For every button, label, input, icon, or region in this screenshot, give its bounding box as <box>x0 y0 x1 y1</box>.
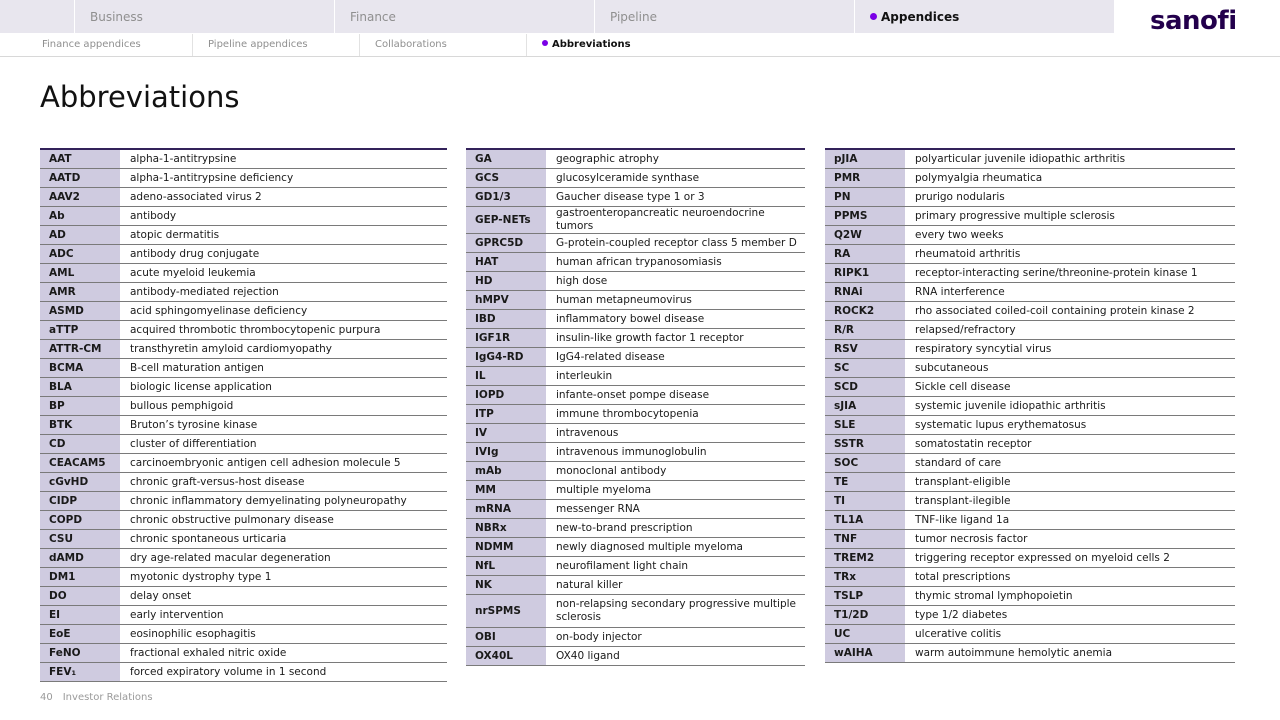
abbreviation-definition: RNA interference <box>915 285 1005 298</box>
abbreviation-term: IV <box>466 424 546 442</box>
abbreviation-term: NBRx <box>466 519 546 537</box>
abbreviation-definition: prurigo nodularis <box>915 190 1005 203</box>
table-row <box>466 647 805 666</box>
page-number: 40 <box>40 692 53 703</box>
table-row <box>466 538 805 557</box>
table-row <box>825 511 1235 530</box>
table-row <box>40 606 447 625</box>
sanofi-logo[interactable]: sanofi <box>1150 6 1237 36</box>
abbreviation-definition: human african trypanosomiasis <box>556 255 722 268</box>
table-row <box>825 454 1235 473</box>
abbreviation-term: dAMD <box>40 549 120 567</box>
abbreviation-definition: B-cell maturation antigen <box>130 361 264 374</box>
table-row <box>825 492 1235 511</box>
table-row <box>825 302 1235 321</box>
table-row <box>825 397 1235 416</box>
abbreviation-definition: infante-onset pompe disease <box>556 388 710 401</box>
abbreviation-term: MM <box>466 481 546 499</box>
abbreviation-term: GEP-NETs <box>466 207 546 233</box>
table-row <box>40 302 447 321</box>
table-row <box>40 207 447 226</box>
abbreviation-definition: inflammatory bowel disease <box>556 312 705 325</box>
table-row <box>825 530 1235 549</box>
table-row <box>40 587 447 606</box>
table-row <box>825 549 1235 568</box>
abbreviation-term: PPMS <box>825 207 905 225</box>
abbreviation-definition: total prescriptions <box>915 570 1011 583</box>
abbreviation-definition: transplant-ilegible <box>915 494 1011 507</box>
table-row <box>825 226 1235 245</box>
abbreviation-term: CEACAM5 <box>40 454 120 472</box>
sub-nav <box>0 34 1280 57</box>
footer <box>40 692 153 703</box>
subtab-label: Pipeline appendices <box>208 39 308 50</box>
table-row <box>466 557 805 576</box>
abbreviation-definition: systematic lupus erythematosus <box>915 418 1087 431</box>
abbreviation-term: AATD <box>40 169 120 187</box>
table-row <box>466 169 805 188</box>
abbreviation-definition: adeno-associated virus 2 <box>130 190 262 203</box>
abbreviation-term: sJIA <box>825 397 905 415</box>
abbreviation-term: CD <box>40 435 120 453</box>
table-row <box>40 359 447 378</box>
abbreviation-term: COPD <box>40 511 120 529</box>
table-row <box>466 272 805 291</box>
abbreviation-definition: primary progressive multiple sclerosis <box>915 209 1115 222</box>
abbreviation-definition: gastroenteropancreatic neuroendocrine tumors <box>556 207 765 232</box>
table-row <box>466 595 805 628</box>
subtab-label: Abbreviations <box>552 39 631 50</box>
abbreviation-definition: dry age-related macular degeneration <box>130 551 331 564</box>
table-row <box>466 481 805 500</box>
abbreviation-term: nrSPMS <box>466 595 546 627</box>
abbreviation-term: ASMD <box>40 302 120 320</box>
abbreviation-term: mRNA <box>466 500 546 518</box>
table-row <box>40 663 447 682</box>
table-row <box>466 628 805 647</box>
abbreviation-term: NK <box>466 576 546 594</box>
abbreviation-term: TREM2 <box>825 549 905 567</box>
abbreviation-term: TRx <box>825 568 905 586</box>
abbreviation-definition: interleukin <box>556 369 613 382</box>
abbreviation-term: ITP <box>466 405 546 423</box>
abbreviation-term: hMPV <box>466 291 546 309</box>
table-row <box>825 378 1235 397</box>
table-row <box>40 625 447 644</box>
table-row <box>40 226 447 245</box>
abbreviation-term: HD <box>466 272 546 290</box>
abbreviation-definition: acute myeloid leukemia <box>130 266 256 279</box>
abbreviation-definition: antibody drug conjugate <box>130 247 260 260</box>
table-row <box>466 424 805 443</box>
abbreviation-term: wAIHA <box>825 644 905 662</box>
abbreviation-term: SOC <box>825 454 905 472</box>
abbreviation-definition: Bruton’s tyrosine kinase <box>130 418 258 431</box>
table-row <box>825 340 1235 359</box>
abbreviation-term: AML <box>40 264 120 282</box>
abbreviation-term: GPRC5D <box>466 234 546 252</box>
abbreviation-definition: antibody-mediated rejection <box>130 285 279 298</box>
abbreviation-term: CSU <box>40 530 120 548</box>
abbreviation-term: EI <box>40 606 120 624</box>
table-row <box>40 397 447 416</box>
active-dot-icon <box>542 40 548 46</box>
abbreviation-definition: polyarticular juvenile idiopathic arthritis <box>915 152 1126 165</box>
subtab-collaborations[interactable] <box>360 34 527 56</box>
abbreviation-term: TSLP <box>825 587 905 605</box>
table-row <box>466 148 805 169</box>
abbreviation-definition: eosinophilic esophagitis <box>130 627 256 640</box>
table-row <box>825 321 1235 340</box>
table-row <box>40 492 447 511</box>
table-row <box>40 644 447 663</box>
abbreviation-definition: acid sphingomyelinase deficiency <box>130 304 308 317</box>
top-nav-spacer <box>0 0 75 33</box>
table-row <box>466 443 805 462</box>
tab-label: Business <box>90 10 143 24</box>
abbreviation-term: TI <box>825 492 905 510</box>
abbreviation-definition: relapsed/refractory <box>915 323 1016 336</box>
table-row <box>466 500 805 519</box>
abbreviation-term: aTTP <box>40 321 120 339</box>
abbreviation-term: UC <box>825 625 905 643</box>
table-row <box>466 253 805 272</box>
abbreviation-definition: transthyretin amyloid cardiomyopathy <box>130 342 332 355</box>
abbreviation-definition: receptor-interacting serine/threonine-protein kinase 1 <box>915 266 1198 279</box>
abbreviation-definition: geographic atrophy <box>556 152 659 165</box>
abbreviation-definition: messenger RNA <box>556 502 640 515</box>
abbreviation-definition: subcutaneous <box>915 361 989 374</box>
tab-pipeline[interactable] <box>595 0 855 33</box>
abbreviation-definition: new-to-brand prescription <box>556 521 693 534</box>
abbreviation-term: IL <box>466 367 546 385</box>
abbreviation-definition: every two weeks <box>915 228 1004 241</box>
abbreviation-term: BCMA <box>40 359 120 377</box>
abbreviation-term: DM1 <box>40 568 120 586</box>
table-row <box>825 435 1235 454</box>
abbreviation-term: NfL <box>466 557 546 575</box>
abbreviation-term: BLA <box>40 378 120 396</box>
abbreviation-definition: monoclonal antibody <box>556 464 667 477</box>
abbreviation-definition: antibody <box>130 209 177 222</box>
table-row <box>825 473 1235 492</box>
subtab-pipeline-appendices[interactable] <box>193 34 360 56</box>
abbreviation-definition: multiple myeloma <box>556 483 652 496</box>
abbreviation-definition: chronic spontaneous urticaria <box>130 532 287 545</box>
table-row <box>825 169 1235 188</box>
table-row <box>466 576 805 595</box>
abbreviation-definition: triggering receptor expressed on myeloid cells 2 <box>915 551 1170 564</box>
table-row <box>825 188 1235 207</box>
abbreviation-term: OX40L <box>466 647 546 665</box>
table-row <box>466 234 805 253</box>
tab-business[interactable] <box>75 0 335 33</box>
top-nav <box>0 0 1115 33</box>
abbreviation-definition: alpha-1-antitrypsine deficiency <box>130 171 294 184</box>
table-row <box>466 207 805 234</box>
table-row <box>40 530 447 549</box>
abbreviation-term: IOPD <box>466 386 546 404</box>
abbreviation-term: IVIg <box>466 443 546 461</box>
abbreviation-definition: TNF-like ligand 1a <box>915 513 1010 526</box>
abbreviation-term: RA <box>825 245 905 263</box>
table-row <box>825 416 1235 435</box>
table-row <box>466 188 805 207</box>
abbreviation-term: PMR <box>825 169 905 187</box>
abbreviation-term: ADC <box>40 245 120 263</box>
table-row <box>466 405 805 424</box>
abbreviation-term: BP <box>40 397 120 415</box>
abbrev-table-2 <box>466 148 805 666</box>
subtab-label: Collaborations <box>375 39 447 50</box>
abbreviation-term: GA <box>466 150 546 168</box>
table-row <box>825 283 1235 302</box>
table-row <box>466 519 805 538</box>
abbreviation-term: IGF1R <box>466 329 546 347</box>
abbreviation-definition: high dose <box>556 274 608 287</box>
table-row <box>825 264 1235 283</box>
abbreviation-definition: non-relapsing secondary progressive multiple sclerosis <box>556 598 797 623</box>
abbreviation-definition: thymic stromal lymphopoietin <box>915 589 1073 602</box>
table-row <box>825 568 1235 587</box>
abbreviation-term: GD1/3 <box>466 188 546 206</box>
table-row <box>40 321 447 340</box>
tab-label: Finance <box>350 10 396 24</box>
abbreviation-term: RIPK1 <box>825 264 905 282</box>
abbreviation-term: AAT <box>40 150 120 168</box>
table-row <box>40 473 447 492</box>
abbreviation-definition: carcinoembryonic antigen cell adhesion molecule 5 <box>130 456 401 469</box>
table-row <box>40 340 447 359</box>
abbreviation-definition: type 1/2 diabetes <box>915 608 1008 621</box>
abbreviation-definition: Gaucher disease type 1 or 3 <box>556 190 705 203</box>
table-row <box>825 587 1235 606</box>
abbreviation-definition: immune thrombocytopenia <box>556 407 699 420</box>
table-row <box>825 644 1235 663</box>
abbreviation-term: DO <box>40 587 120 605</box>
abbreviation-definition: rho associated coiled-coil containing protein kinase 2 <box>915 304 1195 317</box>
abbreviation-term: SCD <box>825 378 905 396</box>
abbreviation-definition: acquired thrombotic thrombocytopenic purpura <box>130 323 381 336</box>
abbreviation-definition: ulcerative colitis <box>915 627 1002 640</box>
abbreviation-definition: chronic inflammatory demyelinating polyneuropathy <box>130 494 407 507</box>
table-row <box>466 310 805 329</box>
abbreviation-term: AMR <box>40 283 120 301</box>
abbreviation-definition: bullous pemphigoid <box>130 399 234 412</box>
abbreviation-term: NDMM <box>466 538 546 556</box>
abbreviation-definition: insulin-like growth factor 1 receptor <box>556 331 744 344</box>
abbreviation-definition: glucosylceramide synthase <box>556 171 700 184</box>
tab-finance[interactable] <box>335 0 595 33</box>
abbreviation-term: RSV <box>825 340 905 358</box>
table-row <box>825 148 1235 169</box>
abbreviation-definition: myotonic dystrophy type 1 <box>130 570 272 583</box>
table-row <box>825 207 1235 226</box>
abbreviation-definition: neurofilament light chain <box>556 559 689 572</box>
table-row <box>40 454 447 473</box>
abbreviation-term: RNAi <box>825 283 905 301</box>
abbreviation-term: PN <box>825 188 905 206</box>
table-row <box>466 367 805 386</box>
tab-label: Pipeline <box>610 10 657 24</box>
table-row <box>466 348 805 367</box>
abbreviation-definition: on-body injector <box>556 630 642 643</box>
abbreviation-term: SC <box>825 359 905 377</box>
abbreviation-term: T1/2D <box>825 606 905 624</box>
abbreviation-definition: cluster of differentiation <box>130 437 257 450</box>
abbreviation-definition: delay onset <box>130 589 192 602</box>
abbreviation-definition: forced expiratory volume in 1 second <box>130 665 327 678</box>
abbreviation-definition: transplant-eligible <box>915 475 1011 488</box>
subtab-finance-appendices[interactable] <box>0 34 193 56</box>
abbreviation-term: Ab <box>40 207 120 225</box>
page-title: Abbreviations <box>40 80 240 114</box>
table-row <box>40 568 447 587</box>
abbreviation-term: pJIA <box>825 150 905 168</box>
abbreviation-term: Q2W <box>825 226 905 244</box>
abbreviation-definition: alpha-1-antitrypsine <box>130 152 237 165</box>
table-row <box>40 148 447 169</box>
table-row <box>40 245 447 264</box>
abbreviation-definition: tumor necrosis factor <box>915 532 1028 545</box>
abbreviation-definition: OX40 ligand <box>556 649 620 662</box>
abbreviation-definition: early intervention <box>130 608 224 621</box>
abbreviation-definition: IgG4-related disease <box>556 350 665 363</box>
footer-label: Investor Relations <box>62 692 153 703</box>
abbreviation-term: EoE <box>40 625 120 643</box>
abbreviation-definition: standard of care <box>915 456 1002 469</box>
table-row <box>40 416 447 435</box>
abbreviation-term: CIDP <box>40 492 120 510</box>
abbreviation-definition: human metapneumovirus <box>556 293 692 306</box>
active-dot-icon <box>870 13 877 20</box>
abbreviation-definition: newly diagnosed multiple myeloma <box>556 540 743 553</box>
abbreviation-term: ROCK2 <box>825 302 905 320</box>
abbreviation-definition: chronic obstructive pulmonary disease <box>130 513 334 526</box>
abbreviation-definition: intravenous immunoglobulin <box>556 445 707 458</box>
abbreviation-term: HAT <box>466 253 546 271</box>
abbreviation-definition: warm autoimmune hemolytic anemia <box>915 646 1113 659</box>
table-row <box>466 462 805 481</box>
abbreviation-term: SLE <box>825 416 905 434</box>
abbreviation-term: TNF <box>825 530 905 548</box>
abbreviation-term: R/R <box>825 321 905 339</box>
abbreviation-term: TE <box>825 473 905 491</box>
table-row <box>825 245 1235 264</box>
abbreviation-term: AAV2 <box>40 188 120 206</box>
table-row <box>825 359 1235 378</box>
abbreviation-definition: natural killer <box>556 578 623 591</box>
abbreviation-definition: intravenous <box>556 426 619 439</box>
abbreviation-term: IgG4-RD <box>466 348 546 366</box>
abbreviation-definition: G-protein-coupled receptor class 5 member D <box>556 236 797 249</box>
subtab-abbreviations[interactable] <box>527 34 694 56</box>
abbreviation-definition: atopic dermatitis <box>130 228 220 241</box>
abbreviation-definition: polymyalgia rheumatica <box>915 171 1043 184</box>
abbreviation-definition: systemic juvenile idiopathic arthritis <box>915 399 1106 412</box>
table-row <box>40 283 447 302</box>
table-row <box>40 188 447 207</box>
abbreviation-term: mAb <box>466 462 546 480</box>
abbreviation-term: TL1A <box>825 511 905 529</box>
table-row <box>40 264 447 283</box>
table-row <box>825 606 1235 625</box>
subtab-label: Finance appendices <box>42 39 141 50</box>
abbrev-table-1 <box>40 148 447 682</box>
abbreviation-term: SSTR <box>825 435 905 453</box>
table-row <box>825 625 1235 644</box>
abbreviation-term: IBD <box>466 310 546 328</box>
abbreviation-definition: Sickle cell disease <box>915 380 1011 393</box>
table-row <box>40 169 447 188</box>
abbreviation-term: OBI <box>466 628 546 646</box>
tab-appendices[interactable] <box>855 0 1115 33</box>
abbreviation-term: ATTR-CM <box>40 340 120 358</box>
abbrev-table-3 <box>825 148 1235 663</box>
table-row <box>466 386 805 405</box>
table-row <box>40 378 447 397</box>
table-row <box>466 329 805 348</box>
abbreviation-term: FEV₁ <box>40 663 120 681</box>
abbreviation-definition: somatostatin receptor <box>915 437 1032 450</box>
abbreviation-definition: chronic graft-versus-host disease <box>130 475 305 488</box>
abbreviation-definition: respiratory syncytial virus <box>915 342 1052 355</box>
abbreviation-definition: fractional exhaled nitric oxide <box>130 646 287 659</box>
abbreviation-definition: rheumatoid arthritis <box>915 247 1021 260</box>
abbreviation-term: BTK <box>40 416 120 434</box>
table-row <box>40 511 447 530</box>
table-row <box>40 549 447 568</box>
tab-label: Appendices <box>881 10 960 24</box>
abbreviation-definition: biologic license application <box>130 380 272 393</box>
abbreviation-term: FeNO <box>40 644 120 662</box>
table-row <box>466 291 805 310</box>
abbreviation-term: cGvHD <box>40 473 120 491</box>
abbreviation-term: AD <box>40 226 120 244</box>
abbreviation-term: GCS <box>466 169 546 187</box>
table-row <box>40 435 447 454</box>
